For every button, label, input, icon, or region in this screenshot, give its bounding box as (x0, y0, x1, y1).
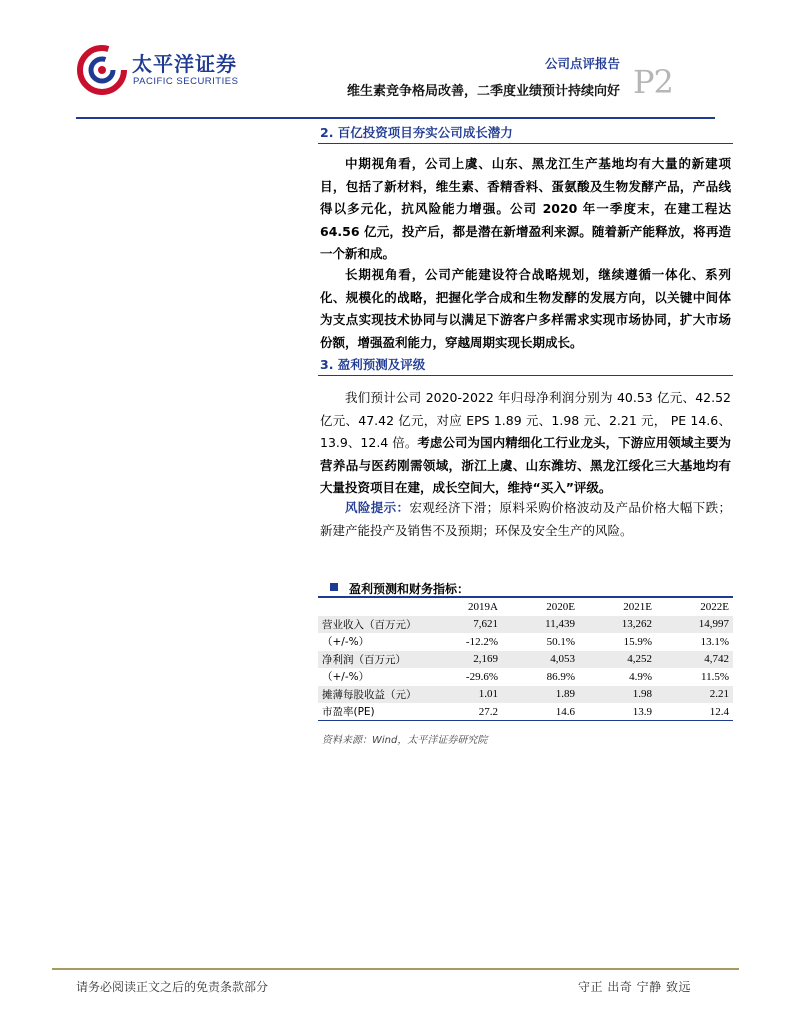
logo-emblem-icon (76, 44, 128, 96)
risk-paragraph (320, 497, 731, 542)
section-3-paragraph (320, 387, 731, 500)
row-label: （+/-%） (322, 671, 370, 684)
table-cell: 15.9% (623, 635, 652, 648)
table-cell: -12.2% (465, 635, 498, 648)
table-cell: 4,053 (502, 651, 579, 669)
row-label: 净利润（百万元） (318, 651, 430, 669)
square-bullet-icon (330, 583, 338, 591)
table-cell: 13.1% (700, 635, 729, 648)
financial-table (318, 598, 733, 721)
section-2-paragraph-2: 长期视角看，公司产能建设符合战略规划，继续遵循一体化、系列化、规模化的战略，把握化学合成和生物发酵的发展方向，以关键中间体为支点实现技术协同与以满足下游客户多样需求实现市场协同，扩大市场份额，增强盈利能力，穿越周期实现长期成长。 (320, 267, 731, 350)
rating-rationale: 考虑公司为国内精细化工行业龙头，下游应用领域主要为营养品与医药刚需领域，浙江上虞、山东潍坊、黑龙江绥化三大基地均有大量投资项目在建，成长空间大，维持“买入”评级。 (320, 435, 731, 495)
table-cell: 12.4 (656, 703, 733, 721)
table-row (318, 651, 733, 669)
page-header (0, 0, 791, 120)
table-cell: 50.1% (546, 635, 575, 648)
report-type: 公司点评报告 (544, 56, 620, 71)
table-row (318, 703, 733, 721)
row-label: （+/-%） (322, 636, 370, 649)
forecast-text: 我们预计公司 2020-2022 年归母净利润分别为 40.53 亿元、42.52 亿元、47.42 亿元，对应 EPS 1.89 元、1.98 元、2.21 元， PE 14.6、13.9、12.4 倍。 (320, 390, 731, 450)
table-cell: 2,169 (430, 651, 502, 669)
table-cell: 13.9 (579, 703, 656, 721)
section-2-title: 2. 百亿投资项目夯实公司成长潜力 (318, 124, 733, 144)
section-3-title: 3. 盈利预测及评级 (318, 356, 733, 376)
table-cell: 4.9% (629, 670, 652, 683)
table-column-header: 2021E (623, 600, 652, 613)
row-label: 营业收入（百万元） (318, 616, 430, 634)
table-header-row (318, 598, 733, 616)
table-cell: 1.01 (430, 686, 502, 704)
table-header-bar (318, 578, 733, 598)
table-row (318, 616, 733, 634)
risk-label: 风险提示： (345, 500, 410, 515)
table-cell: 14.6 (502, 703, 579, 721)
table-cell: 7,621 (430, 616, 502, 634)
table-title: 盈利预测和财务指标： (349, 582, 470, 596)
footer-motto: 守正 出奇 宁静 致远 (578, 980, 691, 994)
report-title: 维生素竞争格局改善，二季度业绩预计持续向好 (346, 84, 620, 99)
row-label: 摊薄每股收益（元） (318, 686, 430, 704)
logo-english-name: PACIFIC SECURITIES (133, 76, 239, 87)
table-row (318, 633, 733, 651)
footer-disclaimer: 请务必阅读正文之后的免责条款部分 (76, 980, 269, 994)
page-number: P2 (633, 63, 673, 101)
table-column-header: 2020E (546, 600, 575, 613)
table-cell: 13,262 (579, 616, 656, 634)
table-cell: 1.98 (579, 686, 656, 704)
table-row (318, 686, 733, 704)
company-logo (76, 44, 286, 100)
table-cell: -29.6% (465, 670, 498, 683)
table-header-empty (318, 598, 430, 616)
table-cell: 1.89 (502, 686, 579, 704)
table-cell: 11.5% (700, 670, 729, 683)
row-label: 市盈率(PE) (318, 703, 430, 721)
footer-divider (52, 968, 739, 970)
table-cell: 2.21 (656, 686, 733, 704)
table-source-note: 资料来源：Wind，太平洋证券研究院 (322, 735, 488, 746)
table-cell: 4,742 (656, 651, 733, 669)
table-cell: 14,997 (656, 616, 733, 634)
header-divider (76, 117, 715, 119)
table-cell: 86.9% (546, 670, 575, 683)
table-column-header: 2022E (700, 600, 729, 613)
table-cell: 11,439 (502, 616, 579, 634)
section-2-paragraph-1: 中期视角看，公司上虞、山东、黑龙江生产基地均有大量的新建项目，包括了新材料，维生素、香精香料、蛋氨酸及生物发酵产品，产品线得以多元化，抗风险能力增强。公司 2020 年一季度末，在建工程达 64.56 亿元，投产后，都是潜在新增盈利来源。随着新产能释放，将再造一个新和成。 (320, 156, 731, 261)
table-cell: 4,252 (579, 651, 656, 669)
risk-text: 宏观经济下滑；原料采购价格波动及产品价格大幅下跌；新建产能投产及销售不及预期；环保及安全生产的风险。 (320, 500, 731, 538)
table-column-header: 2019A (468, 600, 498, 613)
logo-chinese-name: 太平洋证券 (132, 52, 237, 76)
table-cell: 27.2 (430, 703, 502, 721)
table-row (318, 668, 733, 686)
